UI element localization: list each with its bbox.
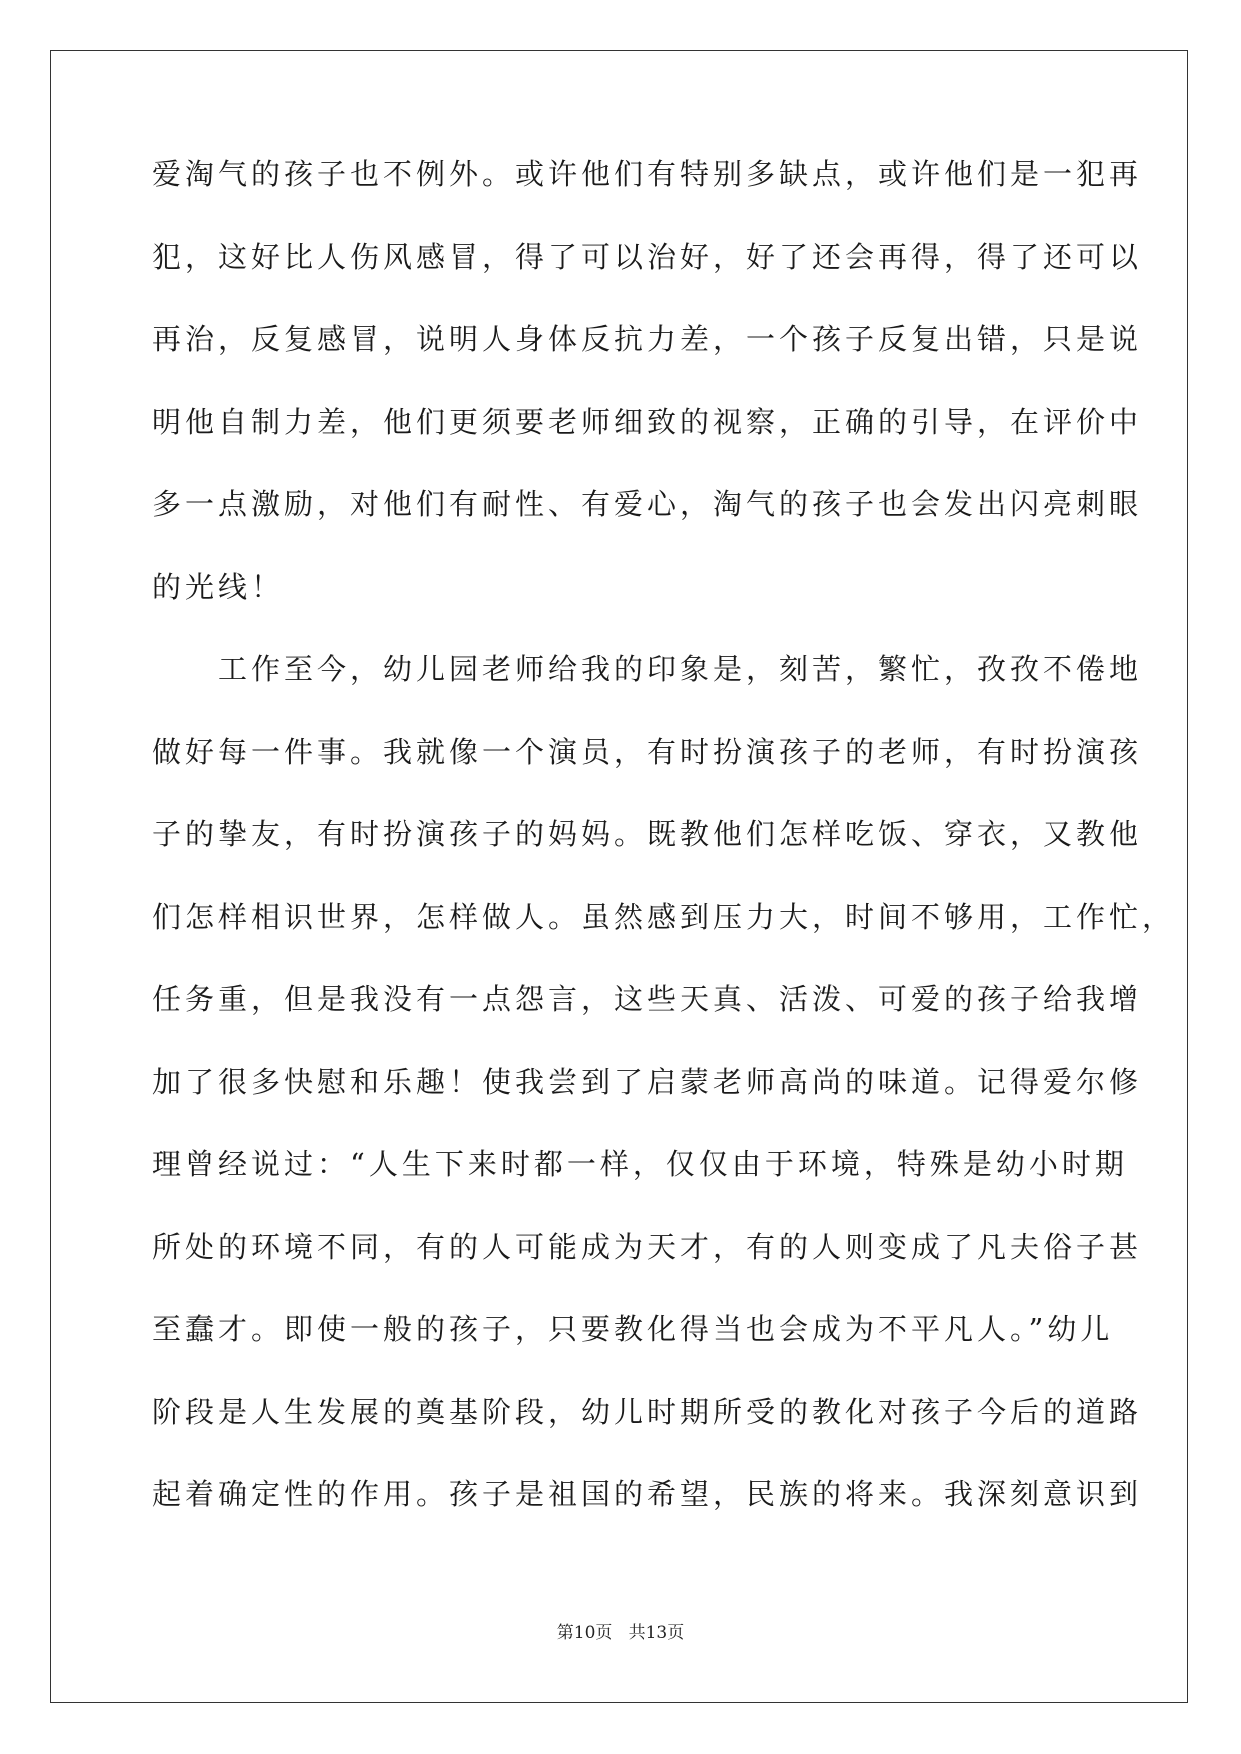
text-line: 犯，这好比人伤风感冒，得了可以治好，好了还会再得，得了还可以 [152, 239, 1143, 274]
text-line: 起着确定性的作用。孩子是祖国的希望，民族的将来。我深刻意识到 [152, 1477, 1143, 1511]
text-line: 理曾经说过：“人生下来时都一样，仅仅由于环境，特殊是幼小时期 [152, 1147, 1128, 1181]
text-line: 子的挚友，有时扮演孩子的妈妈。既教他们怎样吃饭、穿衣，又教他 [152, 817, 1143, 851]
text-line: 多一点激励，对他们有耐性、有爱心，淘气的孩子也会发出闪亮刺眼 [152, 487, 1143, 521]
text-line: 加了很多快慰和乐趣！使我尝到了启蒙老师高尚的味道。记得爱尔修 [152, 1064, 1143, 1099]
text-line: 工作至今，幼儿园老师给我的印象是，刻苦，繁忙，孜孜不倦地 [218, 652, 1143, 686]
text-line: 的光线！ [152, 569, 285, 604]
text-line: 再治，反复感冒，说明人身体反抗力差，一个孩子反复出错，只是说 [152, 322, 1143, 356]
page-number: 第10页 [556, 1623, 613, 1643]
text-line: 们怎样相识世界，怎样做人。虽然感到压力大，时间不够用，工作忙， [152, 899, 1176, 934]
page-footer [0, 1618, 1241, 1643]
text-line: 任务重，但是我没有一点怨言，这些天真、活泼、可爱的孩子给我增 [152, 982, 1143, 1016]
text-line: 明他自制力差，他们更须要老师细致的视察，正确的引导，在评价中 [152, 404, 1143, 439]
page-total: 共13页 [628, 1623, 685, 1643]
text-line: 至蠢才。即使一般的孩子，只要教化得当也会成为不平凡人。”幼儿 [152, 1312, 1114, 1346]
text-line: 所处的环境不同，有的人可能成为天才，有的人则变成了凡夫俗子甚 [152, 1229, 1143, 1264]
text-line: 爱淘气的孩子也不例外。或许他们有特别多缺点，或许他们是一犯再 [152, 157, 1143, 191]
text-line: 做好每一件事。我就像一个演员，有时扮演孩子的老师，有时扮演孩 [152, 734, 1143, 769]
document-body [152, 157, 1176, 1561]
text-line: 阶段是人生发展的奠基阶段，幼儿时期所受的教化对孩子今后的道路 [152, 1394, 1143, 1429]
